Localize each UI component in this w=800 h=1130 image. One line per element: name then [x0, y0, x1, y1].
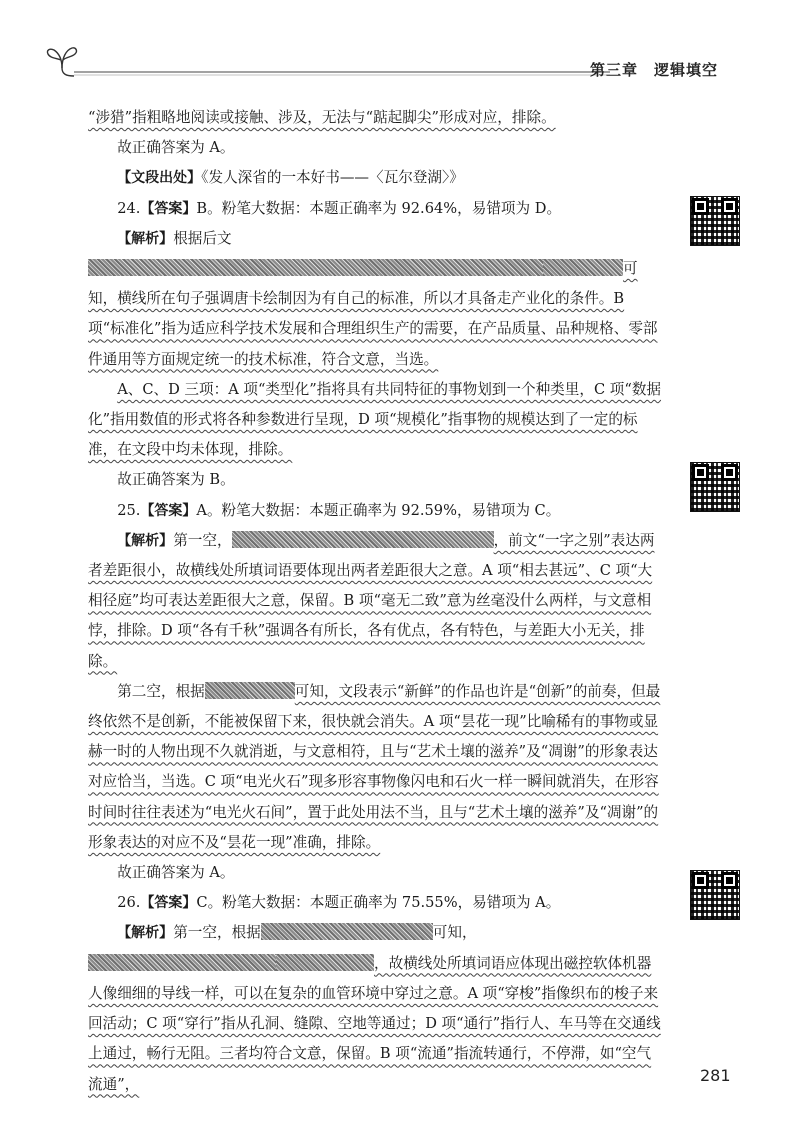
redacted-text — [205, 682, 295, 699]
question-25-analysis — [88, 526, 663, 677]
analysis-text: “标准化”指为适应科学技术发展和合理组织生产的需要，在产品质量、品种规格、零部件通用等方面规定统一的技术标准，符合文意，当选。 — [88, 320, 658, 368]
redacted-text — [232, 531, 494, 548]
answer-tag: 【答案】 — [140, 895, 197, 912]
paragraph — [88, 677, 663, 858]
question-25-answer — [88, 496, 663, 526]
answer-text: B。粉笔大数据：本题正确率为 92.64%，易错项为 D。 — [196, 199, 562, 217]
question-number: 25. — [117, 501, 141, 519]
qr-code-icon[interactable] — [690, 196, 740, 246]
paragraph — [88, 103, 663, 133]
answer-text: A。粉笔大数据：本题正确率为 92.59%，易错项为 C。 — [196, 501, 561, 519]
question-26-answer — [88, 888, 663, 918]
paragraph — [88, 375, 663, 466]
question-number: 26. — [117, 894, 141, 912]
analysis-text: 根据后文 — [173, 229, 232, 247]
analysis-text: 第一空，根据 — [173, 924, 261, 942]
analysis-tag: 【解析】 — [117, 532, 174, 549]
answer-tag: 【答案】 — [140, 200, 197, 217]
answer-tag: 【答案】 — [140, 502, 197, 519]
qr-code-icon[interactable] — [690, 870, 740, 920]
source-line — [88, 163, 663, 193]
question-24-answer — [88, 194, 663, 224]
analysis-tag: 【解析】 — [117, 925, 174, 942]
page-body — [88, 103, 663, 1100]
page-number: 281 — [700, 1066, 731, 1085]
page-header — [40, 38, 760, 82]
analysis-text: 可知，横线所在句子强调唐卡绘制因为有自己的标准，所以才具备走产业化的条件。B 项 — [88, 260, 638, 338]
redacted-text — [261, 923, 433, 940]
chapter-title: 第三章 逻辑填空 — [589, 61, 718, 79]
redacted-text — [88, 259, 543, 276]
analysis-text: 可知， — [432, 924, 477, 942]
analysis-tag: 【解析】 — [117, 230, 174, 247]
analysis-text: 第一空， — [173, 531, 232, 549]
analysis-text: ，故横线处所填词语应体现出磁控软体机器人像细细的导线一样，可以在复杂的血管环境中穿过之意。A 项“穿梭”指像织布的梭子来回活动；C 项“穿行”指从孔洞、缝隙、空地等通过；D 项“通行”指行人、车马等在交通线上通过，畅行无阻。三者均符合文意，保留。B 项“流通”指流转通行，不停滞，如“空气流通”， — [88, 954, 661, 1093]
paragraph-text: 可知，文段表示“新鲜”的作品也许是“创新”的前奏，但最终依然不是创新，不能被保留下来，很快就会消失。A 项“昙花一现”比喻稀有的事物或显赫一时的人物出现不久就消逝，与文意相符，且与“艺术土壤的滋养”及“凋谢”的形象表达对应恰当，当选。C 项“电光火石”现多形容事物像闪电和石火一样一瞬间就消失，在形容时间时往往表述为“电光火石间”，置于此处用法不当，且与“艺术土壤的滋养”及“凋谢”的形象表达的对应不及“昙花一现”准确，排除。 — [88, 682, 661, 851]
paragraph-text: A、C、D 三项：A 项“类型化”指将具有共同特征的事物划到一个种类里，C 项“数据化”指用数值的形式将各种参数进行呈现，D 项“规模化”指事物的规模达到了一定的标准，在文段中均未体现，排除。 — [88, 380, 662, 459]
answer-line: 故正确答案为 A。 — [117, 139, 235, 157]
source-tag: 【文段出处】 — [117, 170, 202, 187]
question-24-analysis — [88, 224, 663, 375]
paragraph-text: “涉猎”指粗略地阅读或接触、涉及，无法与“踮起脚尖”形成对应，排除。 — [88, 109, 556, 126]
answer-line: 故正确答案为 A。 — [117, 864, 235, 882]
redacted-text — [543, 259, 623, 276]
paragraph-text: 第二空，根据 — [117, 682, 205, 700]
qr-code-icon[interactable] — [690, 462, 740, 512]
question-26-analysis — [88, 918, 663, 1099]
answer-text: C。粉笔大数据：本题正确率为 75.55%，易错项为 A。 — [196, 894, 561, 912]
source-text: 《发人深省的一本好书——〈瓦尔登湖〉》 — [201, 169, 464, 187]
analysis-text: ，前文“一字之别”表达两者差距很小，故横线处所填词语要体现出两者差距很大之意。A 项“相去甚远”、C 项“大相径庭”均可表达差距很大之意，保留。B 项“毫无二致”意为丝毫没什么两样，与文意相悖，排除。D 项“各有千秋”强调各有所长，各有优点，各有特色，与差距大小无关，排除。 — [88, 531, 655, 670]
question-number: 24. — [117, 199, 141, 217]
redacted-text — [276, 954, 374, 971]
answer-line: 故正确答案为 B。 — [117, 471, 235, 489]
redacted-text — [88, 954, 276, 971]
